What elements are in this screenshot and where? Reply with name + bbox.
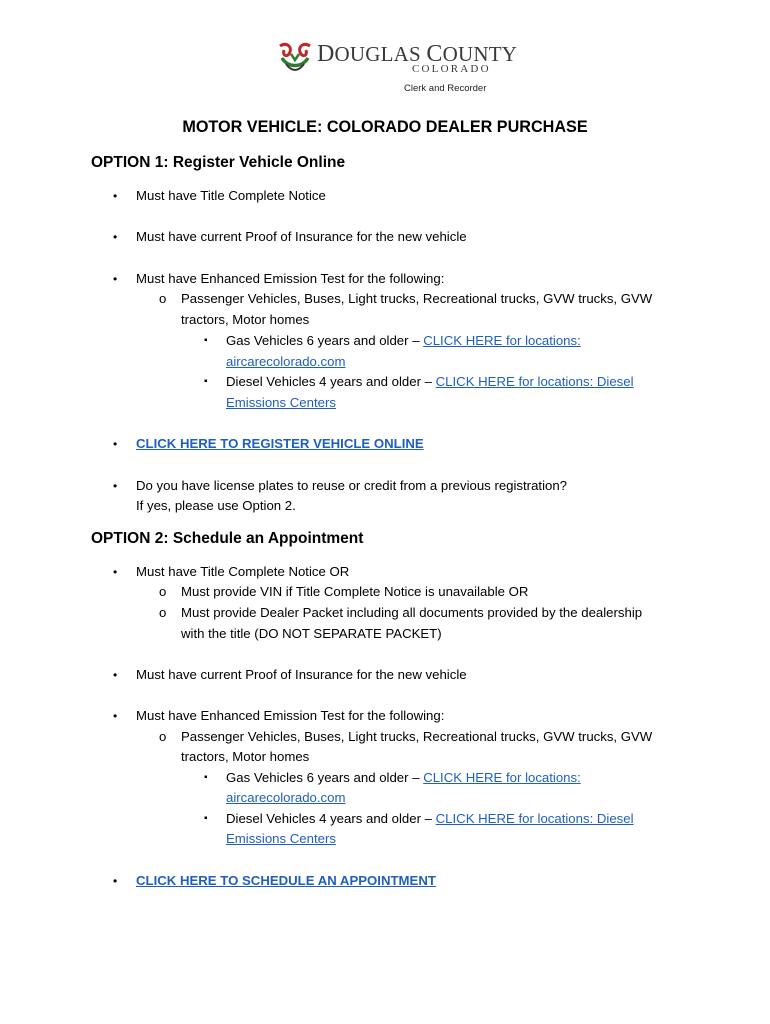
option2-gas-locations-link[interactable]: CLICK HERE for locations: (423, 770, 581, 785)
bullet-circle: o (159, 584, 167, 599)
bullet-disc: • (113, 668, 118, 682)
bullet-disc: • (113, 479, 118, 493)
option1-diesel-locations-link[interactable]: CLICK HERE for locations: Diesel (435, 374, 634, 389)
gas-text: Gas Vehicles 6 years and older – (226, 333, 424, 348)
douglas-county-logo (276, 40, 516, 98)
bullet-disc: • (113, 709, 118, 723)
option2-gas-link-line2 (226, 788, 345, 809)
option2-emissions-centers-link[interactable]: Emissions Centers (226, 831, 336, 846)
option1-gas-link-line2 (226, 352, 345, 373)
option1-plates-note: If yes, please use Option 2. (136, 498, 296, 513)
option1-item-title-notice: Must have Title Complete Notice (136, 188, 326, 203)
bullet-disc: • (113, 230, 118, 244)
option2-vehicle-types-line1: Passenger Vehicles, Buses, Light trucks, Recreational trucks, GVW trucks, GVW (181, 729, 653, 744)
logo-county-name: DOUGLAS COUNTY (317, 41, 518, 67)
bullet-circle: o (159, 291, 167, 306)
option2-diesel-link-line2 (226, 829, 336, 850)
option2-heading: OPTION 2: Schedule an Appointment (91, 530, 364, 547)
logo-state: COLORADO (412, 63, 491, 75)
bullet-square: ▪ (204, 335, 208, 346)
option2-item-emission: Must have Enhanced Emission Test for the following: (136, 708, 445, 723)
option1-emissions-centers-link[interactable]: Emissions Centers (226, 395, 336, 410)
option1-vehicle-types-line1: Passenger Vehicles, Buses, Light trucks, Recreational trucks, GVW trucks, GVW (181, 291, 653, 306)
option2-diesel-vehicles (226, 809, 634, 830)
option2-item-insurance: Must have current Proof of Insurance for the new vehicle (136, 667, 467, 682)
option2-vin-requirement: Must provide VIN if Title Complete Notice is unavailable OR (181, 584, 529, 599)
bullet-disc: • (113, 437, 118, 451)
gas-text: Gas Vehicles 6 years and older – (226, 770, 424, 785)
bullet-disc: • (113, 565, 118, 579)
option2-dealer-packet-line2: with the title (DO NOT SEPARATE PACKET) (181, 626, 442, 641)
option2-vehicle-types-line2: tractors, Motor homes (181, 749, 310, 764)
option2-aircare-link[interactable]: aircarecolorado.com (226, 790, 346, 805)
bullet-disc: • (113, 874, 118, 888)
option2-dealer-packet-line1: Must provide Dealer Packet including all documents provided by the dealership (181, 605, 643, 620)
bullet-circle: o (159, 729, 167, 744)
option1-plates-question: Do you have license plates to reuse or credit from a previous registration? (136, 478, 568, 493)
bullet-disc: • (113, 189, 118, 203)
diesel-text: Diesel Vehicles 4 years and older – (226, 374, 436, 389)
option1-item-emission: Must have Enhanced Emission Test for the following: (136, 271, 445, 286)
logo-subtitle: Clerk and Recorder (404, 83, 487, 94)
bullet-circle: o (159, 605, 167, 620)
option1-heading: OPTION 1: Register Vehicle Online (91, 154, 346, 171)
diesel-text: Diesel Vehicles 4 years and older – (226, 811, 436, 826)
option1-item-insurance: Must have current Proof of Insurance for the new vehicle (136, 229, 467, 244)
logo-mark-icon (276, 40, 314, 74)
register-vehicle-online-link[interactable]: CLICK HERE TO REGISTER VEHICLE ONLINE (136, 436, 424, 451)
bullet-square: ▪ (204, 813, 208, 824)
option1-aircare-link[interactable]: aircarecolorado.com (226, 354, 346, 369)
option1-gas-vehicles (226, 331, 581, 352)
option2-gas-vehicles (226, 768, 581, 789)
bullet-square: ▪ (204, 376, 208, 387)
bullet-disc: • (113, 272, 118, 286)
option1-gas-locations-link[interactable]: CLICK HERE for locations: (423, 333, 581, 348)
option2-diesel-locations-link[interactable]: CLICK HERE for locations: Diesel (435, 811, 634, 826)
schedule-appointment-row (136, 871, 436, 892)
bullet-square: ▪ (204, 772, 208, 783)
register-online-row (136, 434, 424, 455)
schedule-appointment-link[interactable]: CLICK HERE TO SCHEDULE AN APPOINTMENT (136, 873, 436, 888)
option2-item-title-notice: Must have Title Complete Notice OR (136, 564, 350, 579)
page-title: MOTOR VEHICLE: COLORADO DEALER PURCHASE (182, 118, 588, 136)
option1-vehicle-types-line2: tractors, Motor homes (181, 312, 310, 327)
option1-diesel-vehicles (226, 372, 634, 393)
option1-diesel-link-line2 (226, 393, 336, 414)
